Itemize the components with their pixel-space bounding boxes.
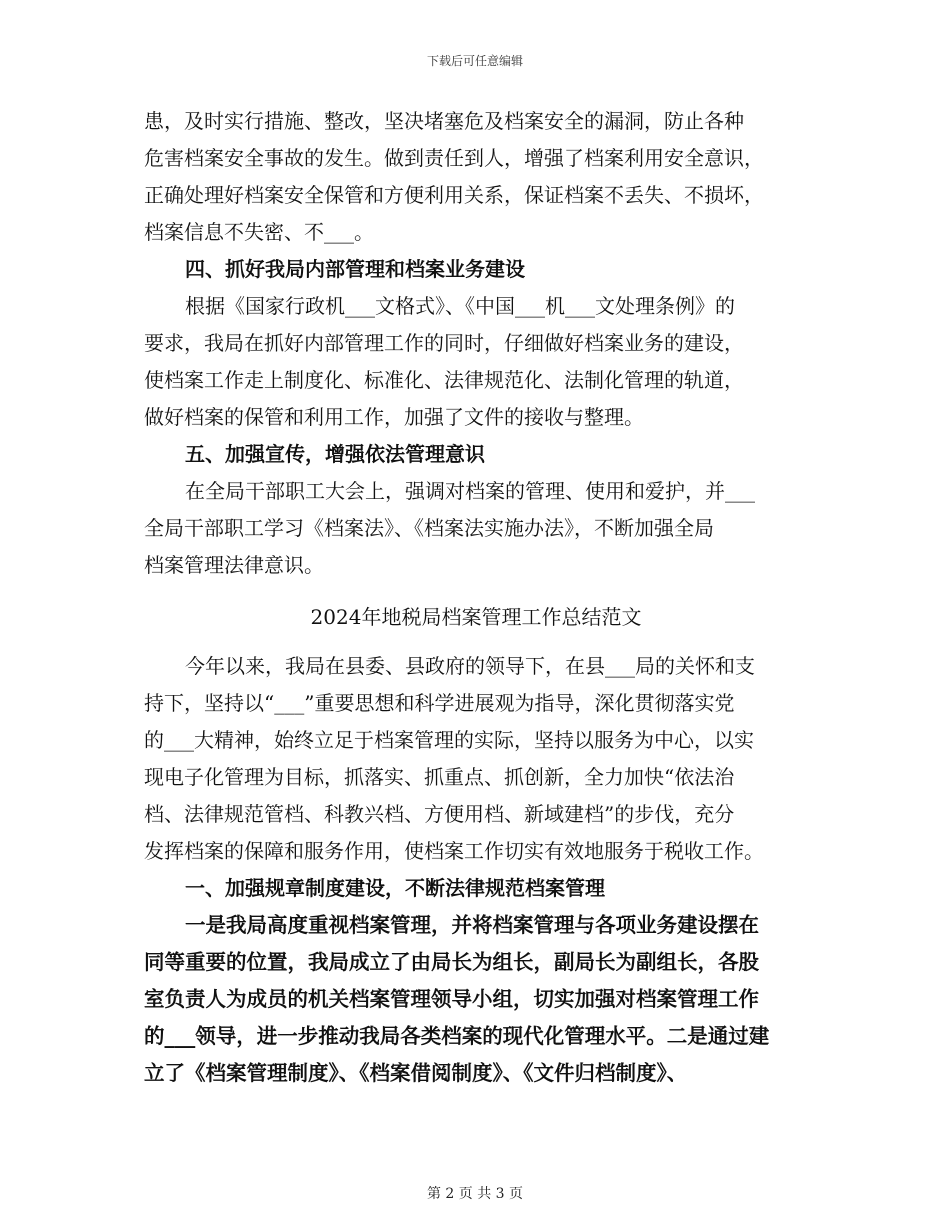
document-body: [144, 103, 808, 1092]
page-number: 第 2 页 共 3 页: [426, 1186, 524, 1202]
bold-paragraph-line: 立了《档案管理制度》、《档案借阅制度》、《文件归档制度》、: [144, 1061, 688, 1085]
paragraph-line: 发挥档案的保障和服务作用，使档案工作切实有效地服务于税收工作。: [144, 839, 764, 863]
section-heading-5: 五、加强宣传，增强依法管理意识: [185, 442, 485, 466]
document-title: 2024年地税局档案管理工作总结范文: [310, 605, 642, 629]
bold-paragraph-line: 一是我局高度重视档案管理，并将档案管理与各项业务建设摆在: [185, 913, 759, 937]
paragraph-line: 档案信息不失密、不___。: [144, 220, 374, 244]
paragraph-line: 持下，坚持以“___”重要思想和科学进展观为指导，深化贯彻落实党: [144, 691, 735, 715]
paragraph-line: 使档案工作走上制度化、标准化、法律规范化、法制化管理的轨道，: [144, 368, 744, 392]
bold-paragraph-line: 的___领导，进一步推动我局各类档案的现代化管理水平。二是通过建: [144, 1024, 770, 1048]
section-heading-4: 四、抓好我局内部管理和档案业务建设: [185, 257, 525, 281]
paragraph-line: 全局干部职工学习《档案法》、《档案法实施办法》，不断加强全局: [144, 516, 714, 540]
paragraph-line: 做好档案的保管和利用工作，加强了文件的接收与整理。: [144, 405, 644, 429]
paragraph-line: 的___大精神，始终立足于档案管理的实际，坚持以服务为中心，以实: [144, 728, 754, 752]
bold-paragraph-line: 同等重要的位置，我局成立了由局长为组长，副局长为副组长，各股: [144, 950, 759, 974]
paragraph-line: 要求，我局在抓好内部管理工作的同时，仔细做好档案业务的建设，: [144, 331, 744, 355]
paragraph-line: 档案管理法律意识。: [144, 553, 324, 577]
paragraph-line: 正确处理好档案安全保管和方便利用关系，保证档案不丢失、不损坏，: [144, 183, 764, 207]
paragraph-line: 根据《国家行政机___文格式》、《中国___机___文处理条例》的: [185, 294, 735, 318]
paragraph-line: 现电子化管理为目标，抓落实、抓重点、抓创新，全力加快“依法治: [144, 765, 735, 789]
paragraph-line: 在全局干部职工大会上，强调对档案的管理、使用和爱护，并___: [185, 479, 755, 503]
page-header: 下载后可任意编辑: [426, 54, 523, 68]
bold-paragraph-line: 室负责人为成员的机关档案管理领导小组，切实加强对档案管理工作: [144, 987, 759, 1011]
section-heading-1: 一、加强规章制度建设，不断法律规范档案管理: [185, 876, 605, 900]
paragraph-line: 患，及时实行措施、整改，坚决堵塞危及档案安全的漏洞，防止各种: [144, 109, 744, 133]
paragraph-line: 档、法律规范管档、科教兴档、方便用档、新域建档”的步伐，充分: [144, 802, 735, 826]
paragraph-line: 今年以来，我局在县委、县政府的领导下，在县___局的关怀和支: [185, 654, 755, 678]
paragraph-line: 危害档案安全事故的发生。做到责任到人，增强了档案利用安全意识，: [144, 146, 764, 170]
